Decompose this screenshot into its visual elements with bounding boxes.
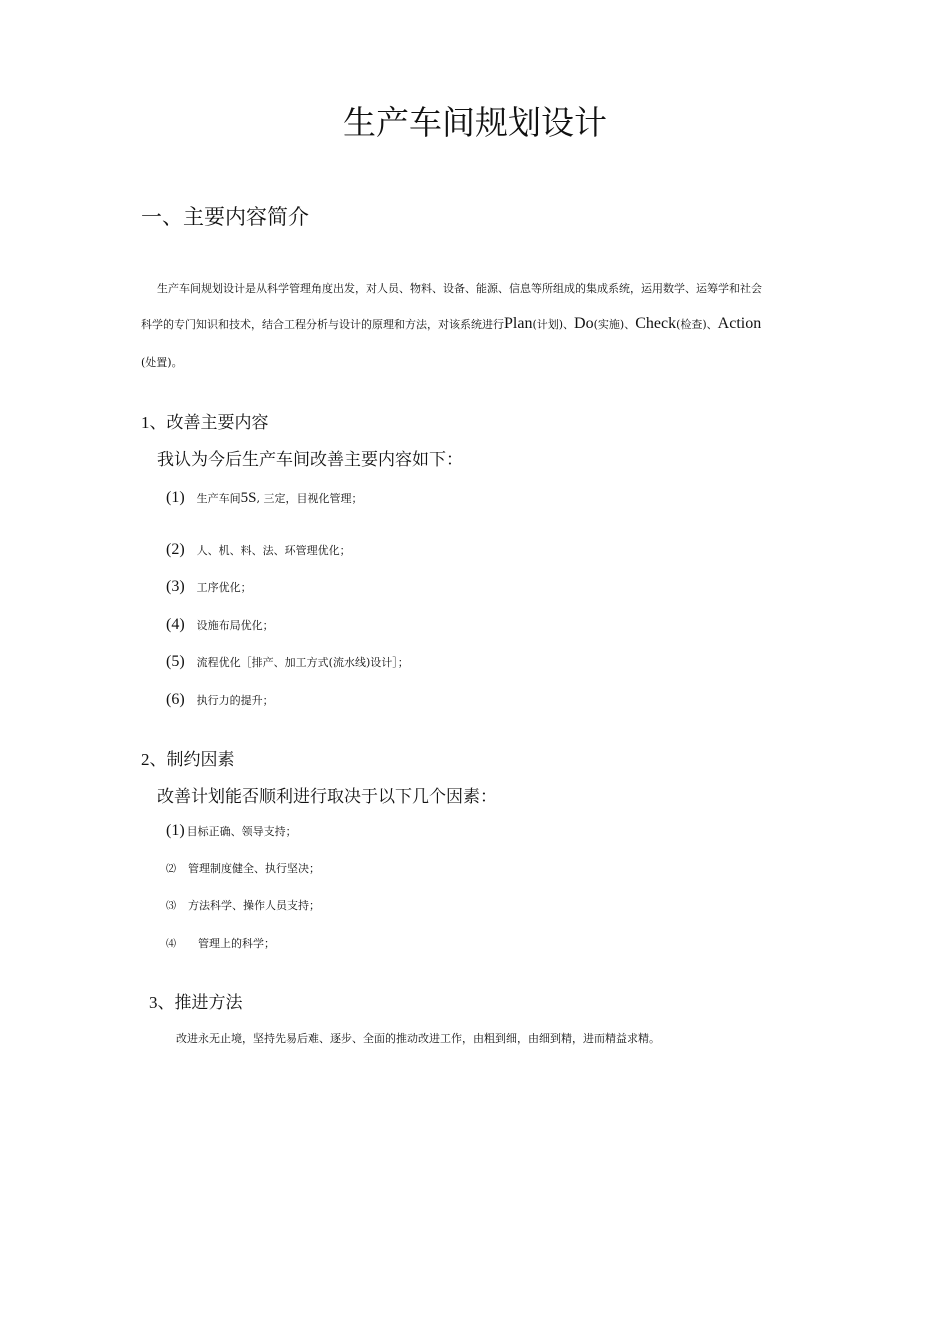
pdca-do-cn: (实施)、	[593, 318, 636, 331]
pdca-check: Check	[635, 315, 677, 332]
subsection-heading-improvements	[141, 411, 269, 435]
list-item	[166, 859, 320, 880]
list-marker: (3)	[166, 578, 185, 595]
list-marker: (5)	[166, 653, 185, 670]
list-item-emphasis: 5S	[240, 490, 257, 506]
approach-paragraph: 改进永无止境，坚持先易后难、逐步、全面的推动改进工作，由粗到细，由细到精，进而精益求精。	[176, 1032, 660, 1045]
list-item-text: 管理制度健全、执行坚决；	[188, 862, 320, 875]
intro-text: 科学的专门知识和技术，结合工程分析与设计的原理和方法，对该系统进行	[141, 318, 504, 331]
list-item	[166, 652, 409, 673]
pdca-check-cn: (检查)、	[676, 318, 718, 331]
subsection-number: 1	[141, 413, 150, 432]
document-title: 生产车间规划设计	[343, 103, 607, 142]
pdca-plan: Plan	[504, 315, 533, 332]
list-item-text: 方法科学、操作人员支持；	[188, 899, 320, 912]
intro-paragraph-line-1: 生产车间规划设计是从科学管理角度出发，对人员、物料、设备、能源、信息等所组成的集成系统，运用数学、运筹学和社会	[157, 282, 762, 295]
list-item	[166, 690, 274, 711]
intro-paragraph-line-2	[141, 315, 761, 334]
list-marker: ⑷	[166, 939, 176, 950]
pdca-action: Action	[717, 315, 762, 332]
list-item-text: 管理上的科学；	[198, 937, 275, 950]
list-item	[166, 934, 275, 955]
pdca-plan-cn: (计划)、	[532, 318, 575, 331]
intro-paragraph-line-3: (处置)。	[141, 356, 183, 369]
list-marker: (1)	[166, 489, 185, 506]
list-item	[166, 577, 252, 598]
list-item	[166, 540, 351, 561]
list-item-text: 设施布局优化；	[196, 619, 274, 632]
pdca-do: Do	[574, 315, 594, 332]
subsection-title: 、推进方法	[157, 993, 243, 1013]
subsection-lead-improvements: 我认为今后生产车间改善主要内容如下：	[157, 450, 463, 470]
subsection-lead-constraints: 改善计划能否顺利进行取决于以下几个因素：	[157, 787, 497, 807]
list-marker: ⑶	[166, 901, 176, 912]
list-item-text: 目标正确、领导支持；	[186, 825, 297, 838]
list-item-text: , 三定，目视化管理；	[256, 492, 363, 505]
list-item	[166, 615, 274, 636]
list-item	[166, 488, 363, 509]
section-heading-intro: 一、主要内容简介	[141, 205, 309, 229]
list-item-text: 流程优化［排产、加工方式(流水线)设计］；	[196, 656, 409, 669]
list-marker: (4)	[166, 616, 185, 633]
list-item-text: 人、机、料、法、环管理优化；	[196, 544, 351, 557]
subsection-number: 3	[149, 993, 158, 1012]
list-marker: (1)	[166, 822, 185, 839]
list-marker: ⑵	[166, 864, 176, 875]
list-item	[166, 821, 297, 842]
list-marker: (6)	[166, 691, 185, 708]
subsection-title: 、改善主要内容	[149, 413, 269, 433]
subsection-number: 2	[141, 750, 150, 769]
list-item-text: 工序优化；	[196, 581, 252, 594]
list-item-text: 执行力的提升；	[196, 694, 274, 707]
subsection-heading-approach	[149, 991, 243, 1015]
list-item-text: 生产车间	[196, 492, 241, 505]
list-marker: (2)	[166, 541, 185, 558]
list-item	[166, 896, 320, 917]
subsection-heading-constraints	[141, 748, 235, 772]
subsection-title: 、制约因素	[149, 750, 235, 770]
